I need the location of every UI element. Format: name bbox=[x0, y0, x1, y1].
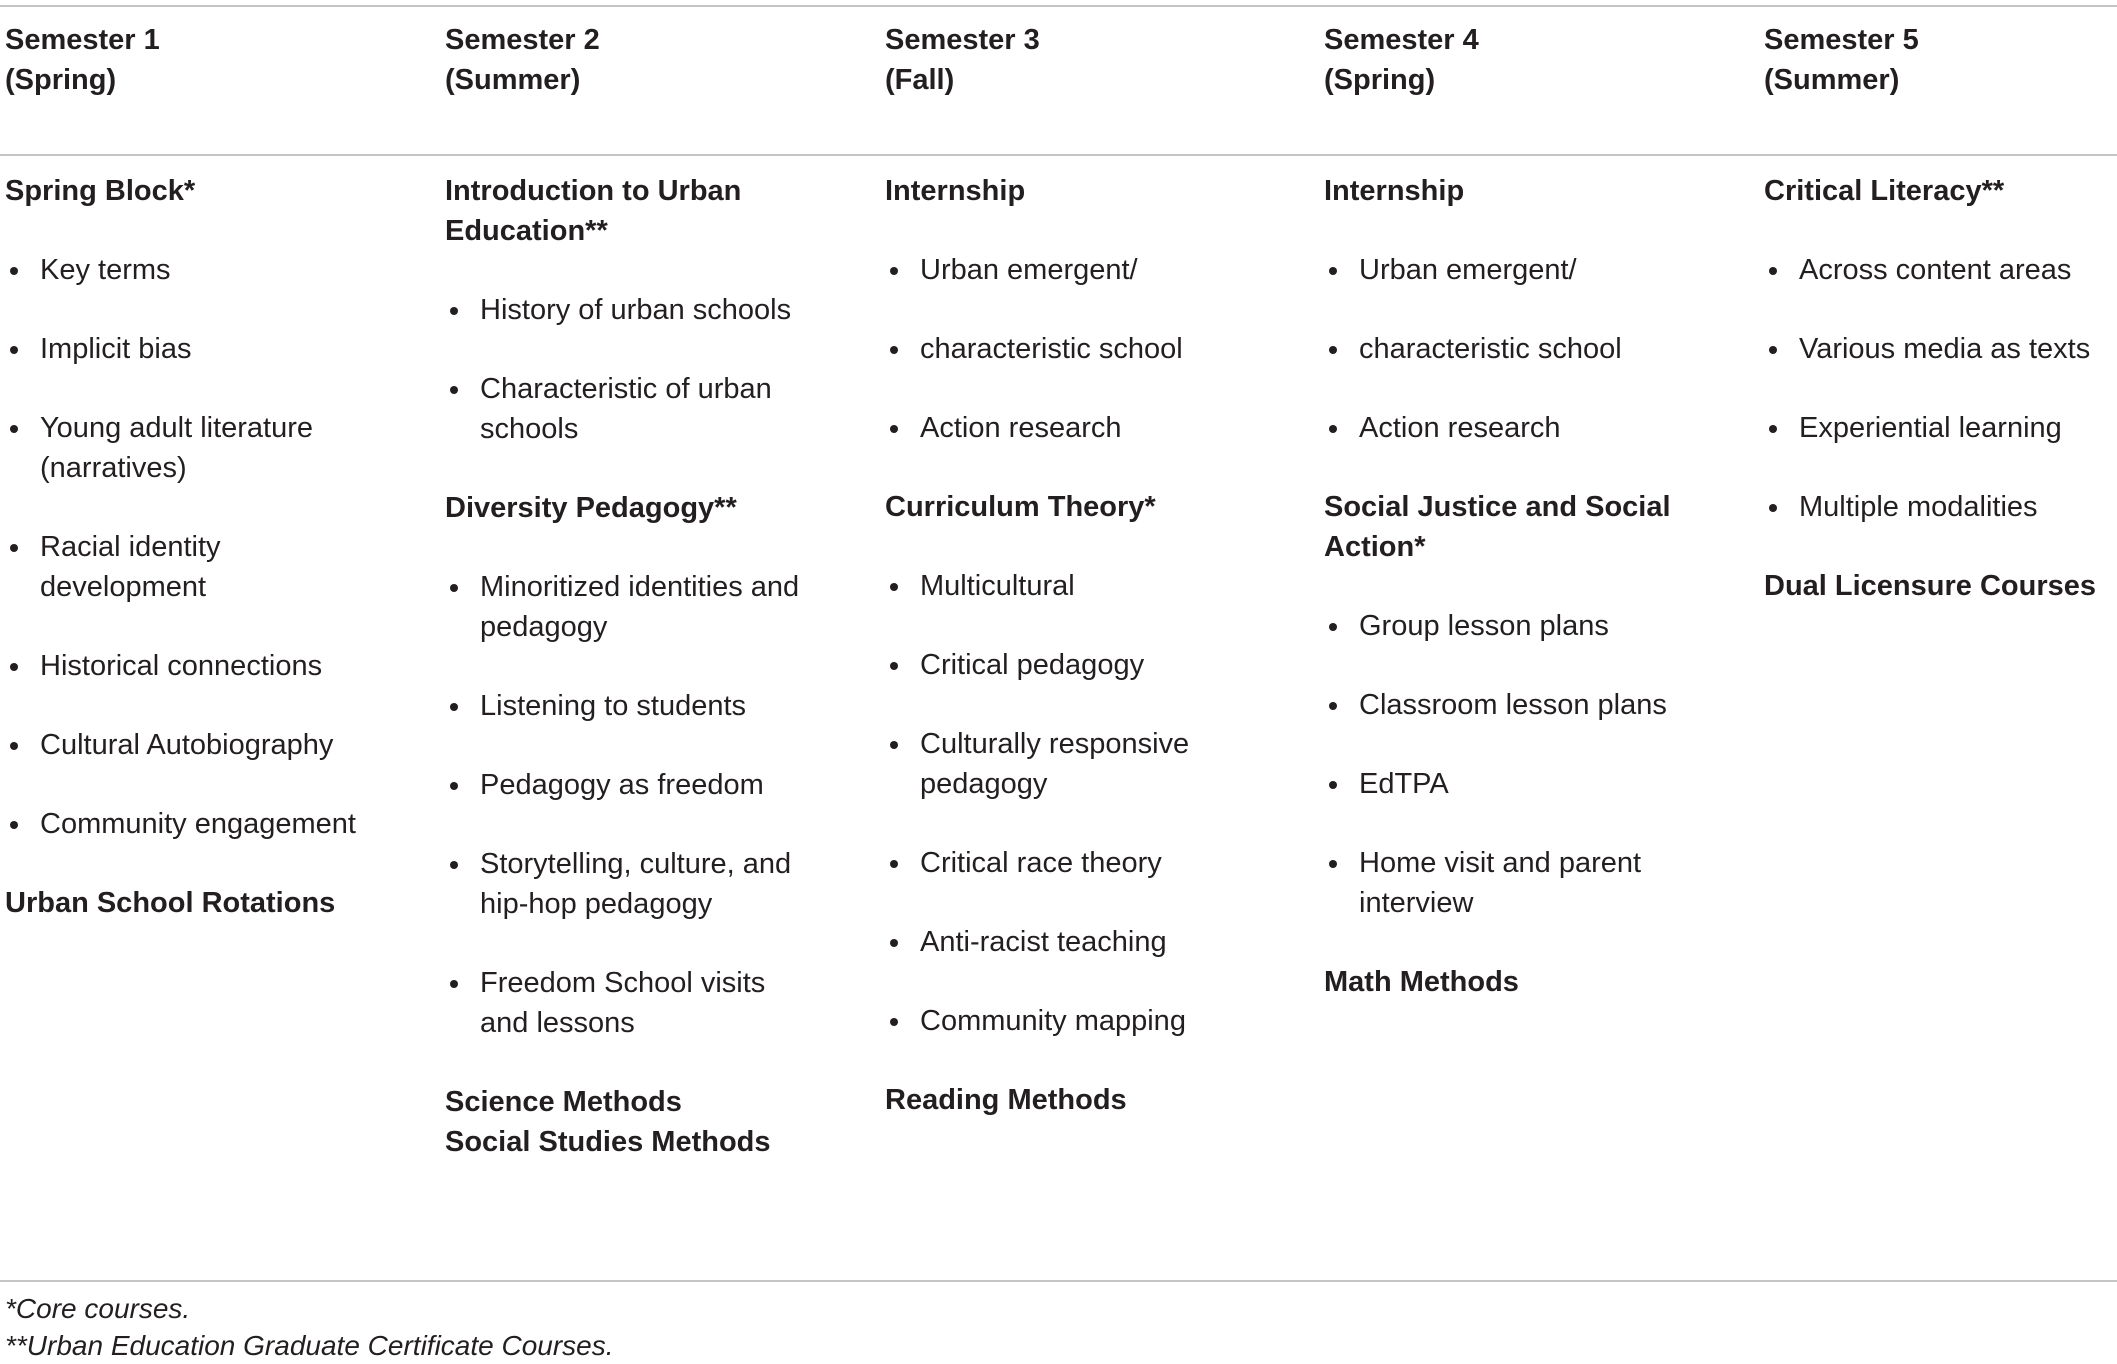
topic-item: Racial identity development bbox=[5, 527, 365, 607]
topic-item: characteristic school bbox=[1324, 329, 1684, 369]
topic-item: Critical pedagogy bbox=[885, 645, 1245, 685]
topic-item: Classroom lesson plans bbox=[1324, 685, 1684, 725]
course-section bbox=[885, 1080, 1245, 1120]
course-section bbox=[445, 1122, 805, 1162]
topic-list bbox=[1764, 250, 2114, 527]
table-top-rule bbox=[0, 5, 2117, 7]
topic-item: Multiple modalities bbox=[1764, 487, 2114, 527]
topic-item: Critical race theory bbox=[885, 843, 1245, 883]
topic-item: Culturally responsive pedagogy bbox=[885, 724, 1245, 804]
semester-name: Semester 2 bbox=[445, 24, 600, 56]
semester-header bbox=[1324, 20, 1479, 100]
course-title: Urban School Rotations bbox=[5, 887, 336, 919]
topic-item: Home visit and parent interview bbox=[1324, 843, 1684, 923]
course-section bbox=[885, 171, 1245, 448]
topic-item: Pedagogy as freedom bbox=[445, 765, 805, 805]
semester-name: Semester 3 bbox=[885, 24, 1040, 56]
course-section bbox=[5, 171, 365, 844]
topic-item: Group lesson plans bbox=[1324, 606, 1684, 646]
topic-item: characteristic school bbox=[885, 329, 1245, 369]
topic-list bbox=[1324, 250, 1684, 448]
topic-item: Experiential learning bbox=[1764, 408, 2114, 448]
topic-item: Anti-racist teaching bbox=[885, 922, 1245, 962]
semester-term: (Spring) bbox=[1324, 64, 1436, 96]
topic-item: Characteristic of urban schools bbox=[445, 369, 805, 449]
semester-column bbox=[1764, 171, 2114, 606]
course-section bbox=[1764, 566, 2114, 606]
topic-item: Community mapping bbox=[885, 1001, 1245, 1041]
topic-list bbox=[445, 290, 805, 449]
course-title: Curriculum Theory* bbox=[885, 491, 1156, 523]
course-title: Internship bbox=[885, 175, 1026, 207]
course-section bbox=[5, 883, 365, 923]
course-section bbox=[445, 171, 805, 449]
topic-item: EdTPA bbox=[1324, 764, 1684, 804]
semester-column bbox=[885, 171, 1245, 1120]
footnote-certificate: **Urban Education Graduate Certificate Courses. bbox=[5, 1330, 614, 1361]
topic-item: Historical connections bbox=[5, 646, 365, 686]
topic-item: Listening to students bbox=[445, 686, 805, 726]
semester-header bbox=[885, 20, 1040, 100]
topic-item: Freedom School visits and lessons bbox=[445, 963, 805, 1043]
semester-name: Semester 5 bbox=[1764, 24, 1919, 56]
course-title: Introduction to Urban Education** bbox=[445, 175, 742, 247]
semester-column bbox=[5, 171, 365, 923]
topic-item: Action research bbox=[885, 408, 1245, 448]
course-section bbox=[445, 488, 805, 1043]
semester-header bbox=[445, 20, 600, 100]
topic-item: Urban emergent/ bbox=[1324, 250, 1684, 290]
course-section bbox=[885, 487, 1245, 1041]
course-title: Critical Literacy** bbox=[1764, 175, 2005, 207]
course-title: Social Studies Methods bbox=[445, 1126, 771, 1158]
table-header-rule bbox=[0, 154, 2117, 156]
semester-column bbox=[445, 171, 805, 1162]
topic-item: Young adult literature (narratives) bbox=[5, 408, 365, 488]
course-section bbox=[1324, 171, 1684, 448]
semester-term: (Summer) bbox=[1764, 64, 1900, 96]
semester-term: (Fall) bbox=[885, 64, 955, 96]
topic-item: Storytelling, culture, and hip-hop pedagogy bbox=[445, 844, 805, 924]
topic-list bbox=[5, 250, 365, 844]
course-title: Internship bbox=[1324, 175, 1465, 207]
topic-list bbox=[445, 567, 805, 1043]
footnotes bbox=[5, 1290, 614, 1364]
topic-item: Action research bbox=[1324, 408, 1684, 448]
topic-item: Minoritized identities and pedagogy bbox=[445, 567, 805, 647]
course-title: Math Methods bbox=[1324, 966, 1519, 998]
semester-name: Semester 1 bbox=[5, 24, 160, 56]
topic-item: Cultural Autobiography bbox=[5, 725, 365, 765]
course-section bbox=[1764, 171, 2114, 527]
semester-name: Semester 4 bbox=[1324, 24, 1479, 56]
topic-item: Implicit bias bbox=[5, 329, 365, 369]
semester-header bbox=[1764, 20, 1919, 100]
course-section bbox=[1324, 487, 1684, 923]
topic-item: Key terms bbox=[5, 250, 365, 290]
topic-item: Urban emergent/ bbox=[885, 250, 1245, 290]
course-title: Dual Licensure Courses bbox=[1764, 570, 2096, 602]
topic-item: Across content areas bbox=[1764, 250, 2114, 290]
table-bottom-rule bbox=[0, 1280, 2117, 1282]
topic-item: Multicultural bbox=[885, 566, 1245, 606]
topic-list bbox=[1324, 606, 1684, 923]
course-title: Spring Block* bbox=[5, 175, 196, 207]
footnote-core: *Core courses. bbox=[5, 1293, 191, 1324]
course-section bbox=[1324, 962, 1684, 1002]
semester-header bbox=[5, 20, 160, 100]
semester-term: (Spring) bbox=[5, 64, 117, 96]
course-title: Social Justice and Social Action* bbox=[1324, 491, 1671, 563]
topic-item: History of urban schools bbox=[445, 290, 805, 330]
course-title: Diversity Pedagogy** bbox=[445, 492, 737, 524]
topic-list bbox=[885, 566, 1245, 1041]
course-section bbox=[445, 1082, 805, 1122]
course-title: Science Methods bbox=[445, 1086, 682, 1118]
course-title: Reading Methods bbox=[885, 1084, 1127, 1116]
semester-term: (Summer) bbox=[445, 64, 581, 96]
topic-list bbox=[885, 250, 1245, 448]
semester-column bbox=[1324, 171, 1684, 1002]
topic-item: Various media as texts bbox=[1764, 329, 2114, 369]
topic-item: Community engagement bbox=[5, 804, 365, 844]
